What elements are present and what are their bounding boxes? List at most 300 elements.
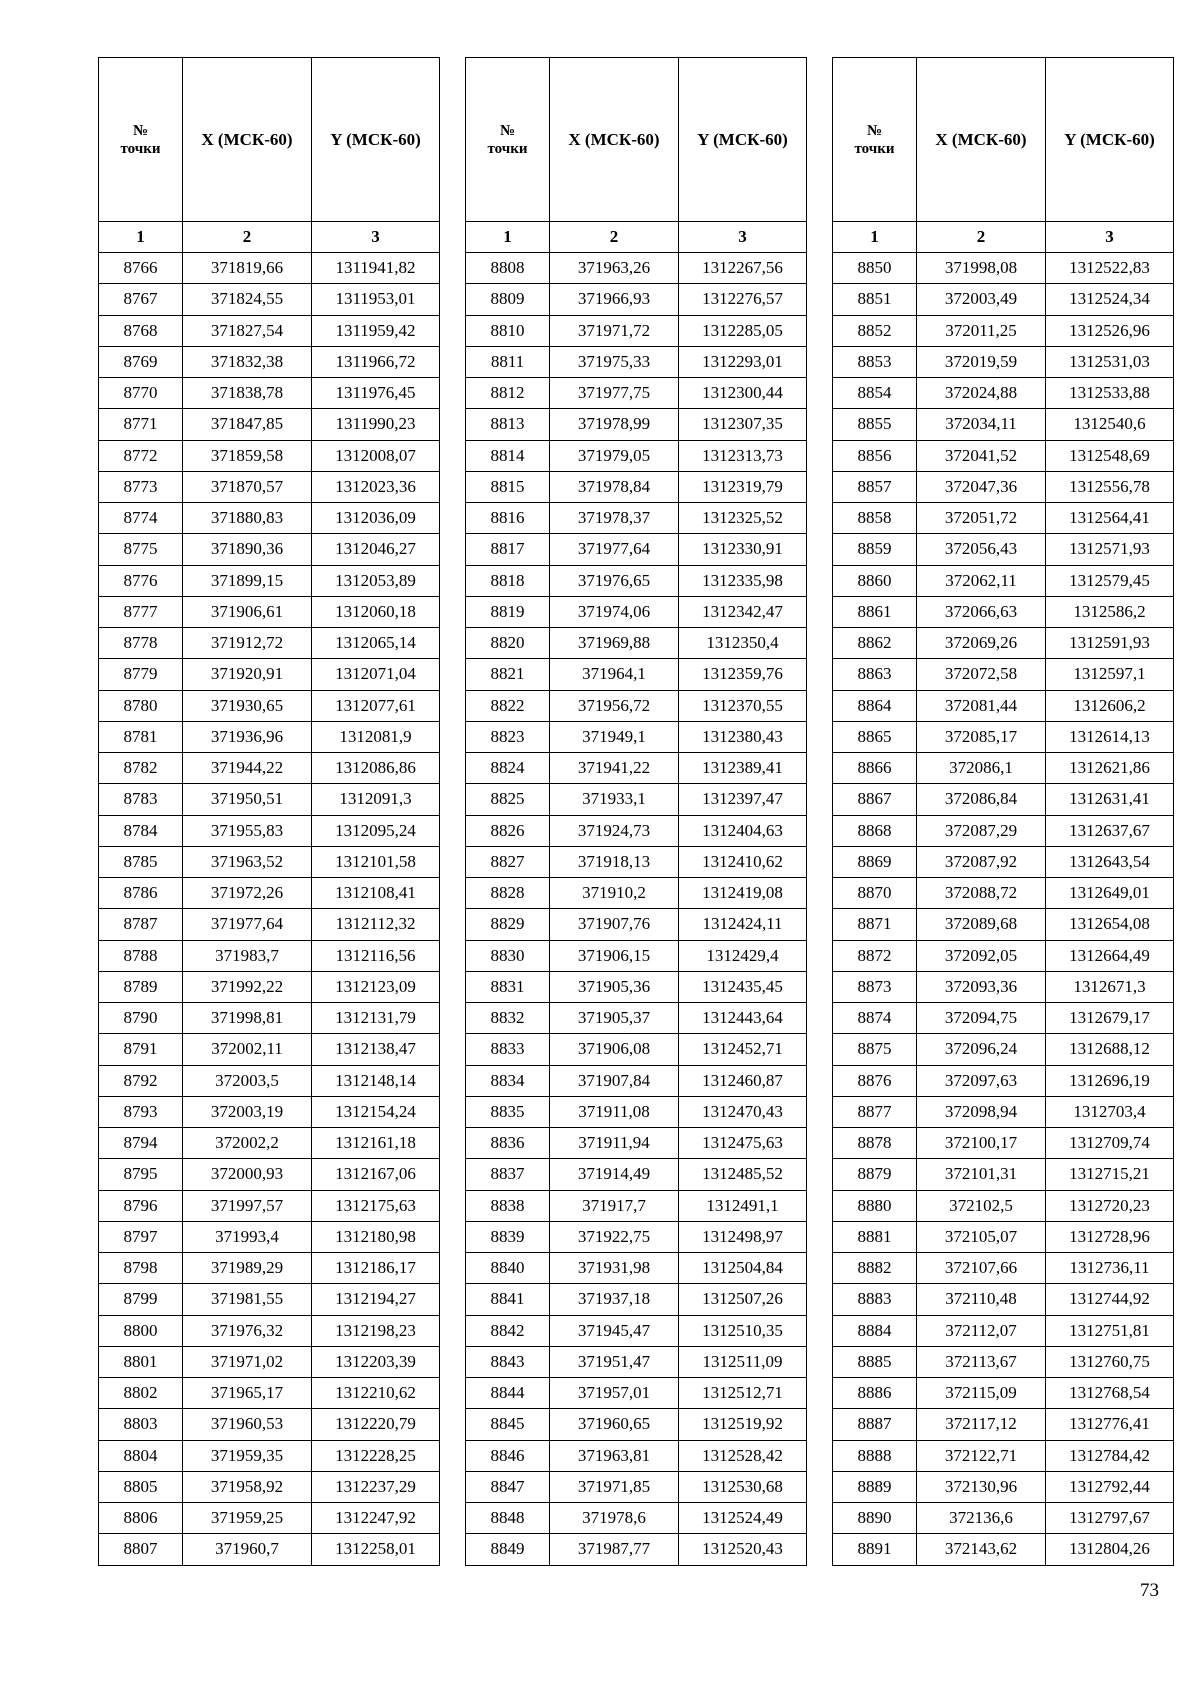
table-row xyxy=(99,940,440,971)
table-row xyxy=(833,878,1174,909)
table-row xyxy=(466,690,807,721)
table-row xyxy=(833,471,1174,502)
table-row xyxy=(833,503,1174,534)
point-number-cell: 8812 xyxy=(466,378,550,409)
point-number-cell: 8844 xyxy=(466,1378,550,1409)
column-index: 1 xyxy=(466,222,550,253)
table-row xyxy=(466,315,807,346)
x-coordinate-cell: 371966,93 xyxy=(550,284,679,315)
y-coordinate-cell: 1312736,11 xyxy=(1046,1253,1174,1284)
table-row xyxy=(99,1440,440,1471)
x-coordinate-cell: 372096,24 xyxy=(917,1034,1046,1065)
y-coordinate-cell: 1312342,47 xyxy=(679,596,807,627)
table-row xyxy=(99,878,440,909)
y-coordinate-cell: 1312370,55 xyxy=(679,690,807,721)
y-coordinate-cell: 1312579,45 xyxy=(1046,565,1174,596)
x-coordinate-cell: 371978,6 xyxy=(550,1503,679,1534)
x-coordinate-cell: 372066,63 xyxy=(917,596,1046,627)
y-coordinate-cell: 1312671,3 xyxy=(1046,971,1174,1002)
y-coordinate-cell: 1312528,42 xyxy=(679,1440,807,1471)
y-coordinate-cell: 1312389,41 xyxy=(679,753,807,784)
x-coordinate-cell: 371914,49 xyxy=(550,1159,679,1190)
point-number-cell: 8816 xyxy=(466,503,550,534)
point-number-cell: 8769 xyxy=(99,346,183,377)
table-row xyxy=(99,1065,440,1096)
table-row xyxy=(833,1065,1174,1096)
point-number-cell: 8773 xyxy=(99,471,183,502)
y-coordinate-cell: 1312776,41 xyxy=(1046,1409,1174,1440)
point-number-cell: 8858 xyxy=(833,503,917,534)
point-number-cell: 8890 xyxy=(833,1503,917,1534)
table-row xyxy=(833,534,1174,565)
point-number-cell: 8797 xyxy=(99,1221,183,1252)
table-row xyxy=(466,721,807,752)
y-coordinate-cell: 1312564,41 xyxy=(1046,503,1174,534)
y-coordinate-cell: 1312359,76 xyxy=(679,659,807,690)
y-coordinate-cell: 1312696,19 xyxy=(1046,1065,1174,1096)
table-row xyxy=(99,659,440,690)
x-coordinate-cell: 372102,5 xyxy=(917,1190,1046,1221)
x-coordinate-cell: 371977,64 xyxy=(550,534,679,565)
y-coordinate-cell: 1312300,44 xyxy=(679,378,807,409)
y-coordinate-cell: 1312419,08 xyxy=(679,878,807,909)
y-coordinate-cell: 1312531,03 xyxy=(1046,346,1174,377)
table-row xyxy=(99,440,440,471)
x-coordinate-cell: 371972,26 xyxy=(183,878,312,909)
x-coordinate-cell: 371998,81 xyxy=(183,1003,312,1034)
table-row xyxy=(833,409,1174,440)
x-coordinate-cell: 371974,06 xyxy=(550,596,679,627)
x-coordinate-cell: 371965,17 xyxy=(183,1378,312,1409)
point-number-cell: 8853 xyxy=(833,346,917,377)
table-row xyxy=(99,378,440,409)
x-coordinate-cell: 371847,85 xyxy=(183,409,312,440)
point-number-cell: 8777 xyxy=(99,596,183,627)
y-coordinate-cell: 1312380,43 xyxy=(679,721,807,752)
table-row xyxy=(99,1128,440,1159)
point-number-cell: 8842 xyxy=(466,1315,550,1346)
point-number-cell: 8870 xyxy=(833,878,917,909)
table-row xyxy=(833,909,1174,940)
y-coordinate-cell: 1312524,34 xyxy=(1046,284,1174,315)
table-row xyxy=(99,1315,440,1346)
y-coordinate-cell: 1312081,9 xyxy=(312,721,440,752)
point-number-cell: 8774 xyxy=(99,503,183,534)
y-coordinate-cell: 1312460,87 xyxy=(679,1065,807,1096)
point-number-cell: 8771 xyxy=(99,409,183,440)
x-coordinate-cell: 371971,85 xyxy=(550,1471,679,1502)
point-number-cell: 8888 xyxy=(833,1440,917,1471)
y-coordinate-cell: 1311941,82 xyxy=(312,253,440,284)
y-coordinate-cell: 1312180,98 xyxy=(312,1221,440,1252)
point-number-cell: 8781 xyxy=(99,721,183,752)
column-index: 2 xyxy=(550,222,679,253)
table-row xyxy=(466,1346,807,1377)
table-row xyxy=(833,565,1174,596)
point-number-cell: 8822 xyxy=(466,690,550,721)
page-number: 73 xyxy=(1140,1580,1159,1601)
point-number-cell: 8834 xyxy=(466,1065,550,1096)
header-point-number: № точки xyxy=(466,58,550,222)
table-row xyxy=(833,346,1174,377)
x-coordinate-cell: 371936,96 xyxy=(183,721,312,752)
point-number-cell: 8789 xyxy=(99,971,183,1002)
y-coordinate-cell: 1312108,41 xyxy=(312,878,440,909)
y-coordinate-cell: 1312614,13 xyxy=(1046,721,1174,752)
table-row xyxy=(833,971,1174,1002)
x-coordinate-cell: 371976,32 xyxy=(183,1315,312,1346)
x-coordinate-cell: 371960,7 xyxy=(183,1534,312,1565)
x-coordinate-cell: 372098,94 xyxy=(917,1096,1046,1127)
point-number-cell: 8820 xyxy=(466,628,550,659)
table-row xyxy=(466,1284,807,1315)
x-coordinate-cell: 371819,66 xyxy=(183,253,312,284)
x-coordinate-cell: 372100,17 xyxy=(917,1128,1046,1159)
x-coordinate-cell: 371977,75 xyxy=(550,378,679,409)
y-coordinate-cell: 1312307,35 xyxy=(679,409,807,440)
point-number-cell: 8815 xyxy=(466,471,550,502)
point-number-cell: 8883 xyxy=(833,1284,917,1315)
table-row xyxy=(833,378,1174,409)
x-coordinate-cell: 372085,17 xyxy=(917,721,1046,752)
point-number-cell: 8835 xyxy=(466,1096,550,1127)
y-coordinate-cell: 1312804,26 xyxy=(1046,1534,1174,1565)
point-number-cell: 8862 xyxy=(833,628,917,659)
x-coordinate-cell: 372097,63 xyxy=(917,1065,1046,1096)
y-coordinate-cell: 1312510,35 xyxy=(679,1315,807,1346)
x-coordinate-cell: 371880,83 xyxy=(183,503,312,534)
y-coordinate-cell: 1312548,69 xyxy=(1046,440,1174,471)
y-coordinate-cell: 1312350,4 xyxy=(679,628,807,659)
x-coordinate-cell: 371983,7 xyxy=(183,940,312,971)
table-row xyxy=(466,909,807,940)
y-coordinate-cell: 1312571,93 xyxy=(1046,534,1174,565)
table-row xyxy=(833,1034,1174,1065)
y-coordinate-cell: 1312709,74 xyxy=(1046,1128,1174,1159)
point-number-cell: 8871 xyxy=(833,909,917,940)
table-row xyxy=(466,409,807,440)
table-row xyxy=(466,878,807,909)
point-number-cell: 8868 xyxy=(833,815,917,846)
y-coordinate-cell: 1312606,2 xyxy=(1046,690,1174,721)
header-x-coordinate: X (МСК-60) xyxy=(550,58,679,222)
y-coordinate-cell: 1312526,96 xyxy=(1046,315,1174,346)
point-number-cell: 8860 xyxy=(833,565,917,596)
y-coordinate-cell: 1312768,54 xyxy=(1046,1378,1174,1409)
point-number-cell: 8780 xyxy=(99,690,183,721)
x-coordinate-cell: 372086,84 xyxy=(917,784,1046,815)
header-row xyxy=(99,58,440,222)
x-coordinate-cell: 371944,22 xyxy=(183,753,312,784)
table-row xyxy=(833,784,1174,815)
x-coordinate-cell: 371964,1 xyxy=(550,659,679,690)
x-coordinate-cell: 371978,84 xyxy=(550,471,679,502)
x-coordinate-cell: 371977,64 xyxy=(183,909,312,940)
point-number-cell: 8839 xyxy=(466,1221,550,1252)
y-coordinate-cell: 1312540,6 xyxy=(1046,409,1174,440)
x-coordinate-cell: 372047,36 xyxy=(917,471,1046,502)
point-number-cell: 8784 xyxy=(99,815,183,846)
table-row xyxy=(99,753,440,784)
table-row xyxy=(99,1503,440,1534)
y-coordinate-cell: 1312267,56 xyxy=(679,253,807,284)
point-number-cell: 8799 xyxy=(99,1284,183,1315)
x-coordinate-cell: 371920,91 xyxy=(183,659,312,690)
x-coordinate-cell: 372113,67 xyxy=(917,1346,1046,1377)
point-number-cell: 8874 xyxy=(833,1003,917,1034)
point-number-cell: 8766 xyxy=(99,253,183,284)
point-number-cell: 8878 xyxy=(833,1128,917,1159)
column-index: 2 xyxy=(917,222,1046,253)
point-number-cell: 8775 xyxy=(99,534,183,565)
table-row xyxy=(833,284,1174,315)
table-row xyxy=(99,815,440,846)
point-number-cell: 8817 xyxy=(466,534,550,565)
x-coordinate-cell: 371832,38 xyxy=(183,346,312,377)
point-number-cell: 8841 xyxy=(466,1284,550,1315)
y-coordinate-cell: 1312325,52 xyxy=(679,503,807,534)
table-row xyxy=(833,1284,1174,1315)
table-row xyxy=(466,1409,807,1440)
x-coordinate-cell: 372002,11 xyxy=(183,1034,312,1065)
y-coordinate-cell: 1312335,98 xyxy=(679,565,807,596)
x-coordinate-cell: 371905,36 xyxy=(550,971,679,1002)
table-row xyxy=(466,784,807,815)
point-number-cell: 8801 xyxy=(99,1346,183,1377)
coordinates-table-2 xyxy=(465,57,807,1566)
point-number-cell: 8814 xyxy=(466,440,550,471)
point-number-cell: 8859 xyxy=(833,534,917,565)
x-coordinate-cell: 372130,96 xyxy=(917,1471,1046,1502)
x-coordinate-cell: 371951,47 xyxy=(550,1346,679,1377)
table-row xyxy=(466,1440,807,1471)
x-coordinate-cell: 371910,2 xyxy=(550,878,679,909)
y-coordinate-cell: 1312175,63 xyxy=(312,1190,440,1221)
table-row xyxy=(833,628,1174,659)
y-coordinate-cell: 1312470,43 xyxy=(679,1096,807,1127)
y-coordinate-cell: 1312491,1 xyxy=(679,1190,807,1221)
point-number-cell: 8796 xyxy=(99,1190,183,1221)
table-row xyxy=(99,1159,440,1190)
y-coordinate-cell: 1312154,24 xyxy=(312,1096,440,1127)
point-number-cell: 8802 xyxy=(99,1378,183,1409)
x-coordinate-cell: 371979,05 xyxy=(550,440,679,471)
table-row xyxy=(99,1471,440,1502)
x-coordinate-cell: 372122,71 xyxy=(917,1440,1046,1471)
column-index: 3 xyxy=(312,222,440,253)
x-coordinate-cell: 372003,5 xyxy=(183,1065,312,1096)
y-coordinate-cell: 1312410,62 xyxy=(679,846,807,877)
table-row xyxy=(99,534,440,565)
table-row xyxy=(466,253,807,284)
point-number-cell: 8851 xyxy=(833,284,917,315)
x-coordinate-cell: 372086,1 xyxy=(917,753,1046,784)
header-row xyxy=(833,58,1174,222)
x-coordinate-cell: 371912,72 xyxy=(183,628,312,659)
x-coordinate-cell: 372069,26 xyxy=(917,628,1046,659)
y-coordinate-cell: 1312112,32 xyxy=(312,909,440,940)
point-number-cell: 8864 xyxy=(833,690,917,721)
table-row xyxy=(833,596,1174,627)
table-row xyxy=(99,971,440,1002)
table-row xyxy=(99,1284,440,1315)
point-number-cell: 8770 xyxy=(99,378,183,409)
table-row xyxy=(466,971,807,1002)
point-number-cell: 8768 xyxy=(99,315,183,346)
y-coordinate-cell: 1312744,92 xyxy=(1046,1284,1174,1315)
y-coordinate-cell: 1312688,12 xyxy=(1046,1034,1174,1065)
x-coordinate-cell: 371963,26 xyxy=(550,253,679,284)
x-coordinate-cell: 371924,73 xyxy=(550,815,679,846)
table-row xyxy=(99,721,440,752)
table-row xyxy=(833,1190,1174,1221)
table-row xyxy=(99,1034,440,1065)
point-number-cell: 8837 xyxy=(466,1159,550,1190)
y-coordinate-cell: 1312586,2 xyxy=(1046,596,1174,627)
coordinates-table-1 xyxy=(98,57,440,1566)
y-coordinate-cell: 1312397,47 xyxy=(679,784,807,815)
table-row xyxy=(99,315,440,346)
table-row xyxy=(833,659,1174,690)
table-row xyxy=(466,284,807,315)
table-row xyxy=(99,409,440,440)
y-coordinate-cell: 1312631,41 xyxy=(1046,784,1174,815)
table-row xyxy=(99,628,440,659)
point-number-cell: 8824 xyxy=(466,753,550,784)
point-number-cell: 8791 xyxy=(99,1034,183,1065)
table-row xyxy=(99,1253,440,1284)
point-number-cell: 8847 xyxy=(466,1471,550,1502)
table-row xyxy=(99,1534,440,1565)
point-number-cell: 8845 xyxy=(466,1409,550,1440)
point-number-cell: 8778 xyxy=(99,628,183,659)
table-row xyxy=(99,690,440,721)
point-number-cell: 8872 xyxy=(833,940,917,971)
table-row xyxy=(99,1221,440,1252)
table-row xyxy=(833,315,1174,346)
table-row xyxy=(466,1003,807,1034)
table-row xyxy=(466,1221,807,1252)
y-coordinate-cell: 1312621,86 xyxy=(1046,753,1174,784)
point-number-cell: 8838 xyxy=(466,1190,550,1221)
point-number-cell: 8832 xyxy=(466,1003,550,1034)
table-row xyxy=(99,1378,440,1409)
x-coordinate-cell: 371959,35 xyxy=(183,1440,312,1471)
table-row xyxy=(466,1128,807,1159)
point-number-cell: 8792 xyxy=(99,1065,183,1096)
table-row xyxy=(833,1346,1174,1377)
x-coordinate-cell: 371971,72 xyxy=(550,315,679,346)
table-row xyxy=(99,503,440,534)
y-coordinate-cell: 1312751,81 xyxy=(1046,1315,1174,1346)
y-coordinate-cell: 1312703,4 xyxy=(1046,1096,1174,1127)
x-coordinate-cell: 371975,33 xyxy=(550,346,679,377)
table-row xyxy=(833,1221,1174,1252)
table-row xyxy=(833,721,1174,752)
header-point-number: № точки xyxy=(99,58,183,222)
point-number-cell: 8823 xyxy=(466,721,550,752)
y-coordinate-cell: 1312186,17 xyxy=(312,1253,440,1284)
header-y-coordinate: Y (МСК-60) xyxy=(312,58,440,222)
point-number-cell: 8869 xyxy=(833,846,917,877)
y-coordinate-cell: 1312404,63 xyxy=(679,815,807,846)
point-number-cell: 8833 xyxy=(466,1034,550,1065)
table-row xyxy=(833,1315,1174,1346)
x-coordinate-cell: 372011,25 xyxy=(917,315,1046,346)
point-number-cell: 8887 xyxy=(833,1409,917,1440)
y-coordinate-cell: 1311953,01 xyxy=(312,284,440,315)
y-coordinate-cell: 1312728,96 xyxy=(1046,1221,1174,1252)
y-coordinate-cell: 1312556,78 xyxy=(1046,471,1174,502)
table-row xyxy=(466,346,807,377)
column-index: 1 xyxy=(99,222,183,253)
point-number-cell: 8866 xyxy=(833,753,917,784)
column-index: 1 xyxy=(833,222,917,253)
y-coordinate-cell: 1312167,06 xyxy=(312,1159,440,1190)
point-number-cell: 8779 xyxy=(99,659,183,690)
x-coordinate-cell: 371931,98 xyxy=(550,1253,679,1284)
x-coordinate-cell: 371960,65 xyxy=(550,1409,679,1440)
x-coordinate-cell: 372094,75 xyxy=(917,1003,1046,1034)
y-coordinate-cell: 1312161,18 xyxy=(312,1128,440,1159)
y-coordinate-cell: 1312475,63 xyxy=(679,1128,807,1159)
table-row xyxy=(833,815,1174,846)
y-coordinate-cell: 1312285,05 xyxy=(679,315,807,346)
point-number-cell: 8828 xyxy=(466,878,550,909)
column-index-row xyxy=(466,222,807,253)
point-number-cell: 8882 xyxy=(833,1253,917,1284)
point-number-cell: 8863 xyxy=(833,659,917,690)
x-coordinate-cell: 371906,61 xyxy=(183,596,312,627)
table-row xyxy=(466,596,807,627)
x-coordinate-cell: 372089,68 xyxy=(917,909,1046,940)
y-coordinate-cell: 1312101,58 xyxy=(312,846,440,877)
x-coordinate-cell: 371997,57 xyxy=(183,1190,312,1221)
table-row xyxy=(99,565,440,596)
y-coordinate-cell: 1312330,91 xyxy=(679,534,807,565)
point-number-cell: 8809 xyxy=(466,284,550,315)
header-y-coordinate: Y (МСК-60) xyxy=(1046,58,1174,222)
table-row xyxy=(833,1440,1174,1471)
y-coordinate-cell: 1312784,42 xyxy=(1046,1440,1174,1471)
point-number-cell: 8889 xyxy=(833,1471,917,1502)
y-coordinate-cell: 1312649,01 xyxy=(1046,878,1174,909)
coordinates-table-3 xyxy=(832,57,1174,1566)
y-coordinate-cell: 1312148,14 xyxy=(312,1065,440,1096)
x-coordinate-cell: 371905,37 xyxy=(550,1003,679,1034)
y-coordinate-cell: 1312065,14 xyxy=(312,628,440,659)
table-row xyxy=(466,1315,807,1346)
y-coordinate-cell: 1312797,67 xyxy=(1046,1503,1174,1534)
point-number-cell: 8825 xyxy=(466,784,550,815)
x-coordinate-cell: 371976,65 xyxy=(550,565,679,596)
table-row xyxy=(833,1096,1174,1127)
y-coordinate-cell: 1312597,1 xyxy=(1046,659,1174,690)
x-coordinate-cell: 372051,72 xyxy=(917,503,1046,534)
y-coordinate-cell: 1312654,08 xyxy=(1046,909,1174,940)
x-coordinate-cell: 371971,02 xyxy=(183,1346,312,1377)
x-coordinate-cell: 371958,92 xyxy=(183,1471,312,1502)
point-number-cell: 8831 xyxy=(466,971,550,1002)
table-row xyxy=(466,940,807,971)
table-row xyxy=(833,690,1174,721)
x-coordinate-cell: 372000,93 xyxy=(183,1159,312,1190)
y-coordinate-cell: 1312023,36 xyxy=(312,471,440,502)
x-coordinate-cell: 371978,37 xyxy=(550,503,679,534)
point-number-cell: 8827 xyxy=(466,846,550,877)
table-row xyxy=(99,846,440,877)
x-coordinate-cell: 371922,75 xyxy=(550,1221,679,1252)
